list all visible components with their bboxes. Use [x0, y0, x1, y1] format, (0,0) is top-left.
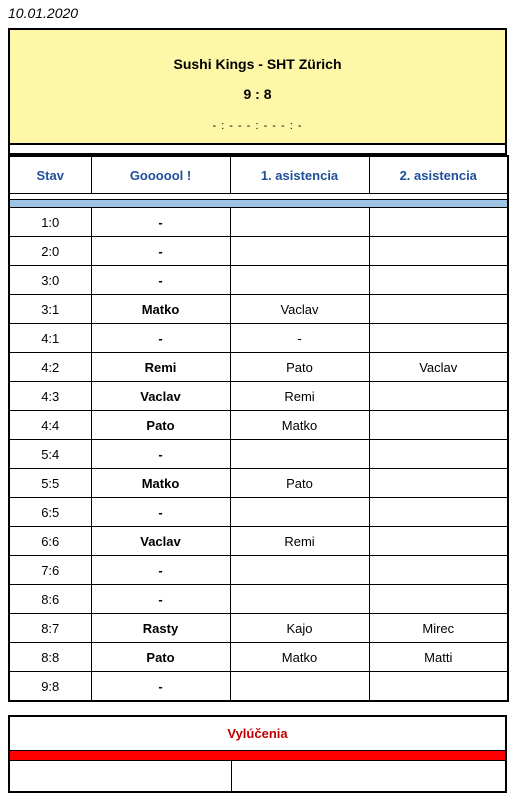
- column-header-stav: Stav: [9, 156, 91, 194]
- stav-cell: 8:7: [9, 614, 91, 643]
- scorer-cell: -: [91, 672, 230, 702]
- scorer-cell: Vaclav: [91, 382, 230, 411]
- scorer-cell: -: [91, 266, 230, 295]
- scorer-cell: Remi: [91, 353, 230, 382]
- table-row: [9, 411, 508, 440]
- assist-1-cell: [230, 440, 369, 469]
- column-header-assist-2: 2. asistencia: [369, 156, 508, 194]
- header-gap: [8, 145, 507, 155]
- penalties-row: [8, 761, 507, 793]
- stav-cell: 4:1: [9, 324, 91, 353]
- table-row: [9, 556, 508, 585]
- column-header-goal: Goooool !: [91, 156, 230, 194]
- scorer-cell: Pato: [91, 411, 230, 440]
- scorer-cell: Matko: [91, 295, 230, 324]
- assist-1-cell: Pato: [230, 353, 369, 382]
- scorer-cell: -: [91, 237, 230, 266]
- match-date: 10.01.2020: [8, 5, 79, 21]
- assist-2-cell: [369, 672, 508, 702]
- scorer-cell: -: [91, 556, 230, 585]
- stav-cell: 5:4: [9, 440, 91, 469]
- stav-cell: 8:8: [9, 643, 91, 672]
- blue-separator-bar: [9, 200, 508, 208]
- match-title: Sushi Kings - SHT Zürich: [173, 56, 342, 72]
- assist-1-cell: -: [230, 324, 369, 353]
- assist-2-cell: [369, 324, 508, 353]
- stav-cell: 8:6: [9, 585, 91, 614]
- penalties-section: [8, 715, 507, 793]
- scorer-cell: -: [91, 440, 230, 469]
- table-row: [9, 672, 508, 702]
- penalty-cell: [10, 761, 232, 791]
- table-row: [9, 295, 508, 324]
- assist-2-cell: [369, 469, 508, 498]
- assist-2-cell: [369, 440, 508, 469]
- scorer-cell: Vaclav: [91, 527, 230, 556]
- assist-1-cell: Vaclav: [230, 295, 369, 324]
- stav-cell: 7:6: [9, 556, 91, 585]
- table-row: [9, 382, 508, 411]
- assist-2-cell: Matti: [369, 643, 508, 672]
- scorer-cell: Pato: [91, 643, 230, 672]
- assist-2-cell: [369, 208, 508, 237]
- table-row: [9, 527, 508, 556]
- column-header-assist-1: 1. asistencia: [230, 156, 369, 194]
- stav-cell: 5:5: [9, 469, 91, 498]
- table-row: [9, 208, 508, 237]
- table-row: [9, 266, 508, 295]
- assist-2-cell: [369, 237, 508, 266]
- assist-1-cell: [230, 585, 369, 614]
- assist-2-cell: [369, 382, 508, 411]
- penalty-cell: [232, 761, 505, 791]
- assist-1-cell: Remi: [230, 382, 369, 411]
- assist-2-cell: [369, 295, 508, 324]
- assist-2-cell: [369, 585, 508, 614]
- assist-1-cell: Pato: [230, 469, 369, 498]
- match-score: 9 : 8: [243, 86, 272, 102]
- match-header: [8, 28, 507, 145]
- table-row: [9, 585, 508, 614]
- column-header-row: [9, 156, 508, 194]
- stav-cell: 4:4: [9, 411, 91, 440]
- assist-2-cell: [369, 411, 508, 440]
- stav-cell: 2:0: [9, 237, 91, 266]
- assist-1-cell: [230, 266, 369, 295]
- scorer-cell: -: [91, 208, 230, 237]
- assist-2-cell: [369, 266, 508, 295]
- assist-2-cell: [369, 527, 508, 556]
- goal-sheet: [8, 28, 507, 702]
- assist-1-cell: [230, 208, 369, 237]
- assist-1-cell: [230, 672, 369, 702]
- scorer-cell: Rasty: [91, 614, 230, 643]
- stav-cell: 3:1: [9, 295, 91, 324]
- table-row: [9, 614, 508, 643]
- stav-cell: 3:0: [9, 266, 91, 295]
- assist-1-cell: [230, 498, 369, 527]
- stav-cell: 6:6: [9, 527, 91, 556]
- table-row: [9, 237, 508, 266]
- assist-2-cell: [369, 556, 508, 585]
- scorer-cell: -: [91, 324, 230, 353]
- table-row: [9, 469, 508, 498]
- stav-cell: 4:2: [9, 353, 91, 382]
- stav-cell: 4:3: [9, 382, 91, 411]
- penalties-title: Vylúčenia: [8, 715, 507, 751]
- assist-1-cell: [230, 556, 369, 585]
- assist-1-cell: Kajo: [230, 614, 369, 643]
- goals-table: [8, 155, 509, 702]
- table-row: [9, 643, 508, 672]
- assist-2-cell: [369, 498, 508, 527]
- stav-cell: 9:8: [9, 672, 91, 702]
- stav-cell: 6:5: [9, 498, 91, 527]
- assist-1-cell: [230, 237, 369, 266]
- assist-2-cell: Mirec: [369, 614, 508, 643]
- table-row: [9, 440, 508, 469]
- table-row: [9, 498, 508, 527]
- red-separator-bar: [8, 751, 507, 761]
- stav-cell: 1:0: [9, 208, 91, 237]
- assist-1-cell: Matko: [230, 643, 369, 672]
- scorer-cell: Matko: [91, 469, 230, 498]
- match-time: - : - - - : - - - : -: [212, 120, 303, 132]
- table-row: [9, 353, 508, 382]
- assist-1-cell: Remi: [230, 527, 369, 556]
- scorer-cell: -: [91, 498, 230, 527]
- scorer-cell: -: [91, 585, 230, 614]
- assist-1-cell: Matko: [230, 411, 369, 440]
- assist-2-cell: Vaclav: [369, 353, 508, 382]
- table-row: [9, 324, 508, 353]
